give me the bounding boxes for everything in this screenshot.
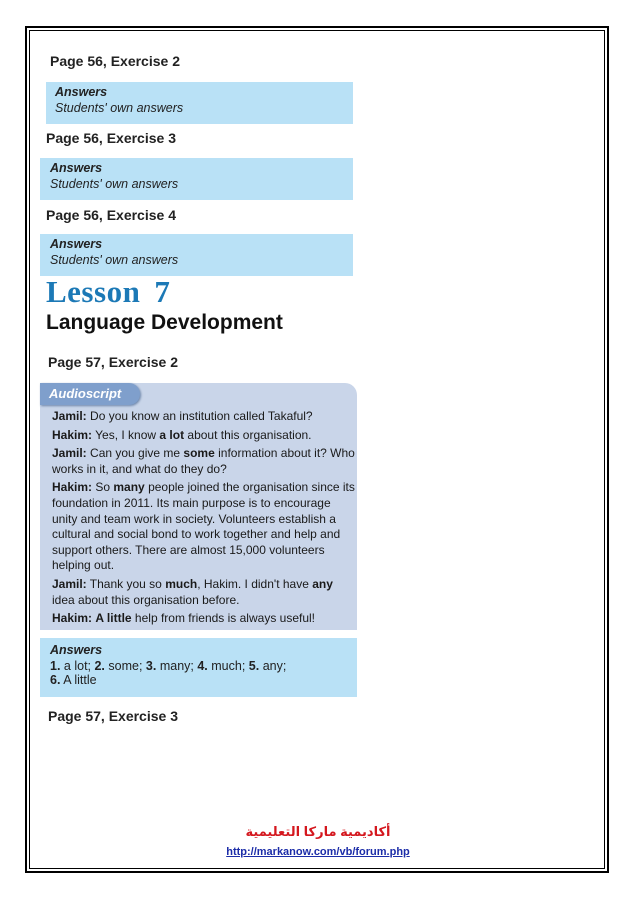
answer-number: 4. (197, 659, 208, 673)
script-text: information about it? Who works in it, and what do they do? (52, 446, 355, 476)
answers-text: Students' own answers (50, 177, 179, 191)
answers-box-p57-ex2 (40, 638, 357, 697)
lesson-title (46, 274, 170, 310)
answers-label: Answers (55, 85, 108, 99)
answer-text: some; (104, 659, 146, 673)
quantifier-emphasis: much (165, 576, 198, 591)
script-line (52, 611, 358, 627)
answer-text: many; (156, 659, 198, 673)
answers-text: Students' own answers (50, 253, 179, 267)
footer-arabic-title: أكاديمية ماركا التعليمية (245, 824, 391, 839)
answers-box-p56-ex4 (40, 234, 353, 276)
audioscript-tab: Audioscript (40, 383, 140, 405)
lesson-word: Lesson (46, 274, 141, 309)
script-line (52, 409, 358, 425)
lesson-subtitle: Language Development (46, 311, 283, 334)
quantifier-emphasis: any (312, 576, 333, 591)
answers-box-p56-ex2 (46, 82, 353, 124)
script-text: people joined the organisation since its foundation in 2011. Its main purpose is to encourage unity and team work in society. Volunteers establish a cultural and social bond to work together and help and support others. There are almost 15,000 volunteers helping out. (52, 480, 355, 573)
answers-box-p56-ex3 (40, 158, 353, 200)
answer-number: 6. (50, 673, 61, 687)
heading-p57-ex3: Page 57, Exercise 3 (48, 708, 178, 724)
quantifier-emphasis: many (113, 480, 145, 495)
speaker-name: Hakim: (52, 480, 93, 495)
footer-link[interactable]: http://markanow.com/vb/forum.php (226, 846, 410, 858)
script-line (52, 428, 358, 444)
speaker-name: Jamil: (52, 446, 87, 461)
script-line (52, 480, 358, 574)
answers-list (50, 659, 357, 687)
quantifier-emphasis: some (183, 446, 215, 461)
script-text: Do you know an institution called Takaful? (86, 409, 313, 423)
speaker-name: Jamil: (52, 409, 87, 423)
script-text: Can you give me (86, 446, 184, 461)
audioscript-lines (52, 409, 358, 630)
answers-label: Answers (50, 161, 103, 175)
answer-number: 3. (145, 659, 157, 673)
script-text: Yes, I know (92, 427, 160, 442)
quantifier-emphasis: a lot (159, 427, 185, 442)
script-line (52, 577, 358, 608)
answer-number: 5. (248, 659, 260, 673)
heading-p56-ex2: Page 56, Exercise 2 (50, 53, 180, 69)
script-text: , Hakim. I didn't have (197, 576, 313, 591)
answer-number: 2. (94, 659, 105, 673)
script-text: help from friends is always useful! (131, 611, 316, 626)
script-text: idea about this organisation before. (52, 592, 240, 607)
script-text: about this organisation. (184, 427, 312, 442)
speaker-name: Hakim: (52, 611, 93, 626)
answers-label: Answers (50, 237, 103, 251)
answer-number: 1. (50, 659, 61, 673)
speaker-name: Jamil: (52, 576, 87, 591)
answer-text: any; (259, 659, 287, 673)
answers-text: Students' own answers (55, 101, 184, 115)
answers-label: Answers (50, 643, 103, 657)
heading-p56-ex4: Page 56, Exercise 4 (46, 207, 176, 223)
answer-text: a lot; (60, 659, 95, 673)
heading-p57-ex2: Page 57, Exercise 2 (48, 354, 178, 370)
script-text: So (92, 480, 114, 495)
script-text: Thank you so (86, 576, 166, 591)
quantifier-emphasis: A little (95, 611, 132, 626)
answer-text: much; (207, 659, 249, 673)
answer-text: A little (60, 673, 97, 687)
lesson-number: 7 (154, 274, 171, 309)
speaker-name: Hakim: (52, 427, 93, 442)
script-line (52, 446, 358, 477)
heading-p56-ex3: Page 56, Exercise 3 (46, 130, 176, 146)
